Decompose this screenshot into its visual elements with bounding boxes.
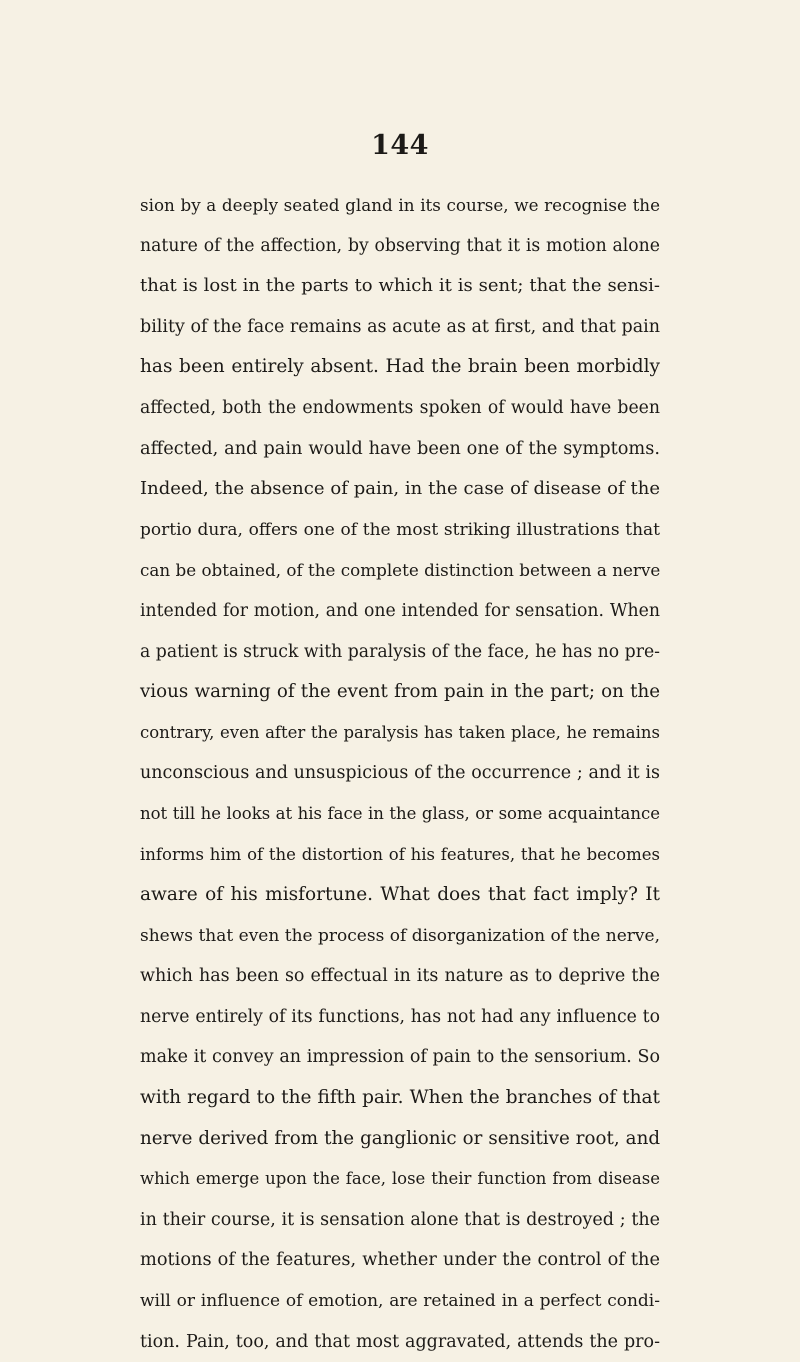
text-line: which has been so effectual in its nature as to deprive the (140, 966, 660, 987)
text-line: shews that even the process of disorganization of the nerve, (140, 925, 660, 946)
text-line: will or influence of emotion, are retained in a perfect condi- (140, 1291, 660, 1312)
text-line: unconscious and unsuspicious of the occurrence ; and it is (140, 763, 660, 784)
text-line: affected, both the endowments spoken of would have been (140, 397, 660, 418)
text-line: can be obtained, of the complete distinction between a nerve (140, 560, 661, 581)
text-line: which emerge upon the face, lose their function from disease (140, 1169, 660, 1189)
text-line: tion. Pain, too, and that most aggravated, attends the pro- (140, 1331, 660, 1352)
text-line: nature of the affection, by observing that it is motion alone (140, 235, 660, 256)
text-line: portio dura, offers one of the most striking illustrations that (140, 519, 660, 540)
text-line: motions of the features, whether under the control of the (140, 1250, 660, 1271)
text-line: aware of his misfortune. What does that fact imply? It (140, 884, 660, 906)
text-line: sion by a deeply seated gland in its course, we recognise the (140, 195, 660, 215)
text-line: intended for motion, and one intended for sensation. When (140, 600, 660, 621)
text-line: a patient is struck with paralysis of the face, he has no pre- (140, 641, 660, 662)
text-line: not till he looks at his face in the glass, or some acquaintance (140, 803, 660, 823)
text-line: vious warning of the event from pain in the part; on the (140, 681, 660, 703)
text-line: in their course, it is sensation alone that is destroyed ; the (140, 1209, 660, 1230)
text-line: nerve derived from the ganglionic or sensitive root, and (140, 1127, 660, 1149)
text-line: has been entirely absent. Had the brain been morbidly (140, 356, 660, 378)
text-line: Indeed, the absence of pain, in the case of disease of the (140, 478, 660, 500)
text-line: that is lost in the parts to which it is sent; that the sensi- (140, 275, 660, 297)
text-line: bility of the face remains as acute as at first, and that pain (140, 316, 660, 337)
text-line: nerve entirely of its functions, has not had any influence to (140, 1006, 660, 1027)
text-line: affected, and pain would have been one of the symptoms. (140, 438, 660, 459)
text-line: with regard to the fifth pair. When the branches of that (140, 1087, 660, 1109)
text-line: informs him of the distortion of his features, that he becomes (140, 844, 660, 864)
text-line: make it convey an impression of pain to the sensorium. So (140, 1047, 660, 1068)
page-number: 144 (371, 130, 429, 161)
body-text (140, 185, 660, 1362)
text-line: contrary, even after the paralysis has taken place, he remains (140, 722, 660, 742)
